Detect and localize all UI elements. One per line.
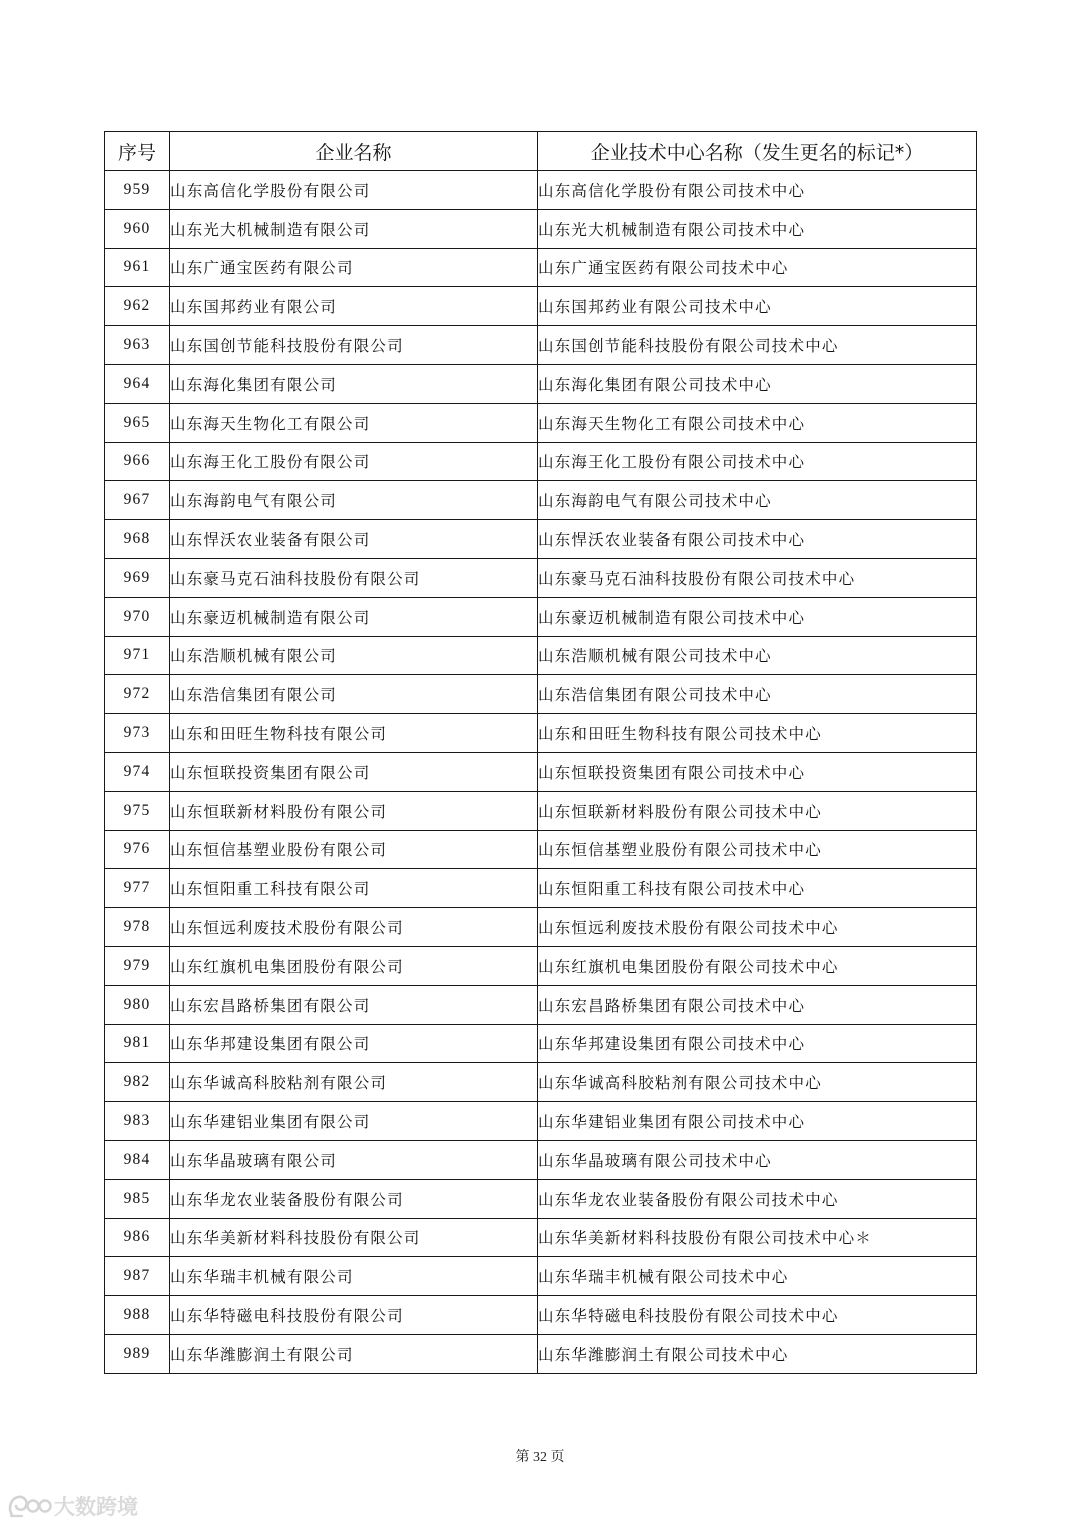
row-serial-number: 983: [105, 1102, 170, 1141]
row-serial-number: 970: [105, 597, 170, 636]
row-serial-number: 978: [105, 908, 170, 947]
table-row: [105, 675, 977, 714]
table-row: [105, 1334, 977, 1373]
row-enterprise-name: 山东华特磁电科技股份有限公司: [170, 1296, 538, 1335]
row-tech-center-name: 山东豪马克石油科技股份有限公司技术中心: [538, 558, 977, 597]
table-row: [105, 1140, 977, 1179]
row-serial-number: 985: [105, 1179, 170, 1218]
table-row: [105, 869, 977, 908]
row-serial-number: 989: [105, 1334, 170, 1373]
row-serial-number: 987: [105, 1257, 170, 1296]
enterprise-tech-center-table: [104, 131, 977, 1374]
table-body: [105, 171, 977, 1374]
row-serial-number: 975: [105, 791, 170, 830]
row-serial-number: 977: [105, 869, 170, 908]
row-tech-center-name: 山东恒远利废技术股份有限公司技术中心: [538, 908, 977, 947]
row-tech-center-name: 山东海韵电气有限公司技术中心: [538, 481, 977, 520]
table-row: [105, 1296, 977, 1335]
row-serial-number: 980: [105, 985, 170, 1024]
watermark: [6, 1490, 138, 1522]
dashuju-logo-icon: [6, 1491, 52, 1521]
row-serial-number: 988: [105, 1296, 170, 1335]
row-tech-center-name: 山东恒阳重工科技有限公司技术中心: [538, 869, 977, 908]
row-tech-center-name: 山东广通宝医药有限公司技术中心: [538, 248, 977, 287]
row-tech-center-name: 山东华龙农业装备股份有限公司技术中心: [538, 1179, 977, 1218]
row-serial-number: 969: [105, 558, 170, 597]
page-number: 第 32 页: [515, 1450, 565, 1465]
table-row: [105, 209, 977, 248]
row-tech-center-name: 山东华晶玻璃有限公司技术中心: [538, 1140, 977, 1179]
row-enterprise-name: 山东国创节能科技股份有限公司: [170, 326, 538, 365]
row-enterprise-name: 山东豪马克石油科技股份有限公司: [170, 558, 538, 597]
table-row: [105, 908, 977, 947]
row-tech-center-name: 山东豪迈机械制造有限公司技术中心: [538, 597, 977, 636]
row-serial-number: 972: [105, 675, 170, 714]
row-enterprise-name: 山东高信化学股份有限公司: [170, 171, 538, 210]
row-serial-number: 984: [105, 1140, 170, 1179]
row-enterprise-name: 山东宏昌路桥集团有限公司: [170, 985, 538, 1024]
row-enterprise-name: 山东华美新材料科技股份有限公司: [170, 1218, 538, 1257]
row-serial-number: 981: [105, 1024, 170, 1063]
table-row: [105, 1218, 977, 1257]
table-row: [105, 520, 977, 559]
header-enterprise-name: 企业名称: [170, 132, 538, 171]
table-row: [105, 403, 977, 442]
row-serial-number: 967: [105, 481, 170, 520]
row-tech-center-name: 山东海化集团有限公司技术中心: [538, 364, 977, 403]
header-serial-number: 序号: [105, 132, 170, 171]
row-tech-center-name: 山东宏昌路桥集团有限公司技术中心: [538, 985, 977, 1024]
row-tech-center-name: 山东恒联投资集团有限公司技术中心: [538, 752, 977, 791]
row-tech-center-name: 山东国邦药业有限公司技术中心: [538, 287, 977, 326]
row-enterprise-name: 山东恒阳重工科技有限公司: [170, 869, 538, 908]
row-enterprise-name: 山东华瑞丰机械有限公司: [170, 1257, 538, 1296]
row-enterprise-name: 山东恒联投资集团有限公司: [170, 752, 538, 791]
row-tech-center-name: 山东浩顺机械有限公司技术中心: [538, 636, 977, 675]
row-serial-number: 976: [105, 830, 170, 869]
table-row: [105, 326, 977, 365]
row-serial-number: 959: [105, 171, 170, 210]
table-row: [105, 752, 977, 791]
table-header-row: [105, 132, 977, 171]
row-serial-number: 963: [105, 326, 170, 365]
row-enterprise-name: 山东恒联新材料股份有限公司: [170, 791, 538, 830]
table-row: [105, 442, 977, 481]
row-enterprise-name: 山东广通宝医药有限公司: [170, 248, 538, 287]
row-serial-number: 986: [105, 1218, 170, 1257]
row-enterprise-name: 山东光大机械制造有限公司: [170, 209, 538, 248]
row-enterprise-name: 山东华晶玻璃有限公司: [170, 1140, 538, 1179]
table-row: [105, 481, 977, 520]
row-enterprise-name: 山东海韵电气有限公司: [170, 481, 538, 520]
row-serial-number: 965: [105, 403, 170, 442]
row-serial-number: 971: [105, 636, 170, 675]
row-serial-number: 960: [105, 209, 170, 248]
row-tech-center-name: 山东海王化工股份有限公司技术中心: [538, 442, 977, 481]
row-serial-number: 968: [105, 520, 170, 559]
row-tech-center-name: 山东恒联新材料股份有限公司技术中心: [538, 791, 977, 830]
row-tech-center-name: 山东华邦建设集团有限公司技术中心: [538, 1024, 977, 1063]
row-tech-center-name: 山东高信化学股份有限公司技术中心: [538, 171, 977, 210]
row-enterprise-name: 山东华建铝业集团有限公司: [170, 1102, 538, 1141]
table-row: [105, 1179, 977, 1218]
row-tech-center-name: 山东红旗机电集团股份有限公司技术中心: [538, 946, 977, 985]
row-tech-center-name: 山东恒信基塑业股份有限公司技术中心: [538, 830, 977, 869]
row-enterprise-name: 山东悍沃农业装备有限公司: [170, 520, 538, 559]
row-tech-center-name: 山东浩信集团有限公司技术中心: [538, 675, 977, 714]
row-tech-center-name: 山东华特磁电科技股份有限公司技术中心: [538, 1296, 977, 1335]
row-serial-number: 964: [105, 364, 170, 403]
table-row: [105, 558, 977, 597]
header-tech-center-name: 企业技术中心名称（发生更名的标记*）: [538, 132, 977, 171]
table-row: [105, 791, 977, 830]
row-enterprise-name: 山东国邦药业有限公司: [170, 287, 538, 326]
row-tech-center-name: 山东华美新材料科技股份有限公司技术中心＊: [538, 1218, 977, 1257]
table-row: [105, 636, 977, 675]
table-row: [105, 248, 977, 287]
table-row: [105, 1257, 977, 1296]
row-enterprise-name: 山东华邦建设集团有限公司: [170, 1024, 538, 1063]
table-row: [105, 1063, 977, 1102]
table-row: [105, 985, 977, 1024]
table-row: [105, 830, 977, 869]
row-tech-center-name: 山东华瑞丰机械有限公司技术中心: [538, 1257, 977, 1296]
row-enterprise-name: 山东海化集团有限公司: [170, 364, 538, 403]
table-row: [105, 597, 977, 636]
table-row: [105, 1102, 977, 1141]
row-serial-number: 973: [105, 714, 170, 753]
row-tech-center-name: 山东海天生物化工有限公司技术中心: [538, 403, 977, 442]
row-tech-center-name: 山东华诚高科胶粘剂有限公司技术中心: [538, 1063, 977, 1102]
row-enterprise-name: 山东红旗机电集团股份有限公司: [170, 946, 538, 985]
row-tech-center-name: 山东和田旺生物科技有限公司技术中心: [538, 714, 977, 753]
row-tech-center-name: 山东悍沃农业装备有限公司技术中心: [538, 520, 977, 559]
row-serial-number: 974: [105, 752, 170, 791]
table-row: [105, 1024, 977, 1063]
row-tech-center-name: 山东国创节能科技股份有限公司技术中心: [538, 326, 977, 365]
row-enterprise-name: 山东恒远利废技术股份有限公司: [170, 908, 538, 947]
row-enterprise-name: 山东海天生物化工有限公司: [170, 403, 538, 442]
row-serial-number: 961: [105, 248, 170, 287]
table-row: [105, 364, 977, 403]
row-serial-number: 962: [105, 287, 170, 326]
row-enterprise-name: 山东恒信基塑业股份有限公司: [170, 830, 538, 869]
table-row: [105, 287, 977, 326]
table-row: [105, 171, 977, 210]
row-enterprise-name: 山东华诚高科胶粘剂有限公司: [170, 1063, 538, 1102]
row-enterprise-name: 山东浩信集团有限公司: [170, 675, 538, 714]
table-row: [105, 946, 977, 985]
row-enterprise-name: 山东豪迈机械制造有限公司: [170, 597, 538, 636]
row-enterprise-name: 山东华潍膨润土有限公司: [170, 1334, 538, 1373]
row-tech-center-name: 山东华潍膨润土有限公司技术中心: [538, 1334, 977, 1373]
row-serial-number: 979: [105, 946, 170, 985]
watermark-text: 大数跨境: [54, 1495, 138, 1519]
row-enterprise-name: 山东和田旺生物科技有限公司: [170, 714, 538, 753]
row-tech-center-name: 山东华建铝业集团有限公司技术中心: [538, 1102, 977, 1141]
row-serial-number: 982: [105, 1063, 170, 1102]
row-tech-center-name: 山东光大机械制造有限公司技术中心: [538, 209, 977, 248]
row-enterprise-name: 山东海王化工股份有限公司: [170, 442, 538, 481]
row-serial-number: 966: [105, 442, 170, 481]
row-enterprise-name: 山东华龙农业装备股份有限公司: [170, 1179, 538, 1218]
row-enterprise-name: 山东浩顺机械有限公司: [170, 636, 538, 675]
table-row: [105, 714, 977, 753]
